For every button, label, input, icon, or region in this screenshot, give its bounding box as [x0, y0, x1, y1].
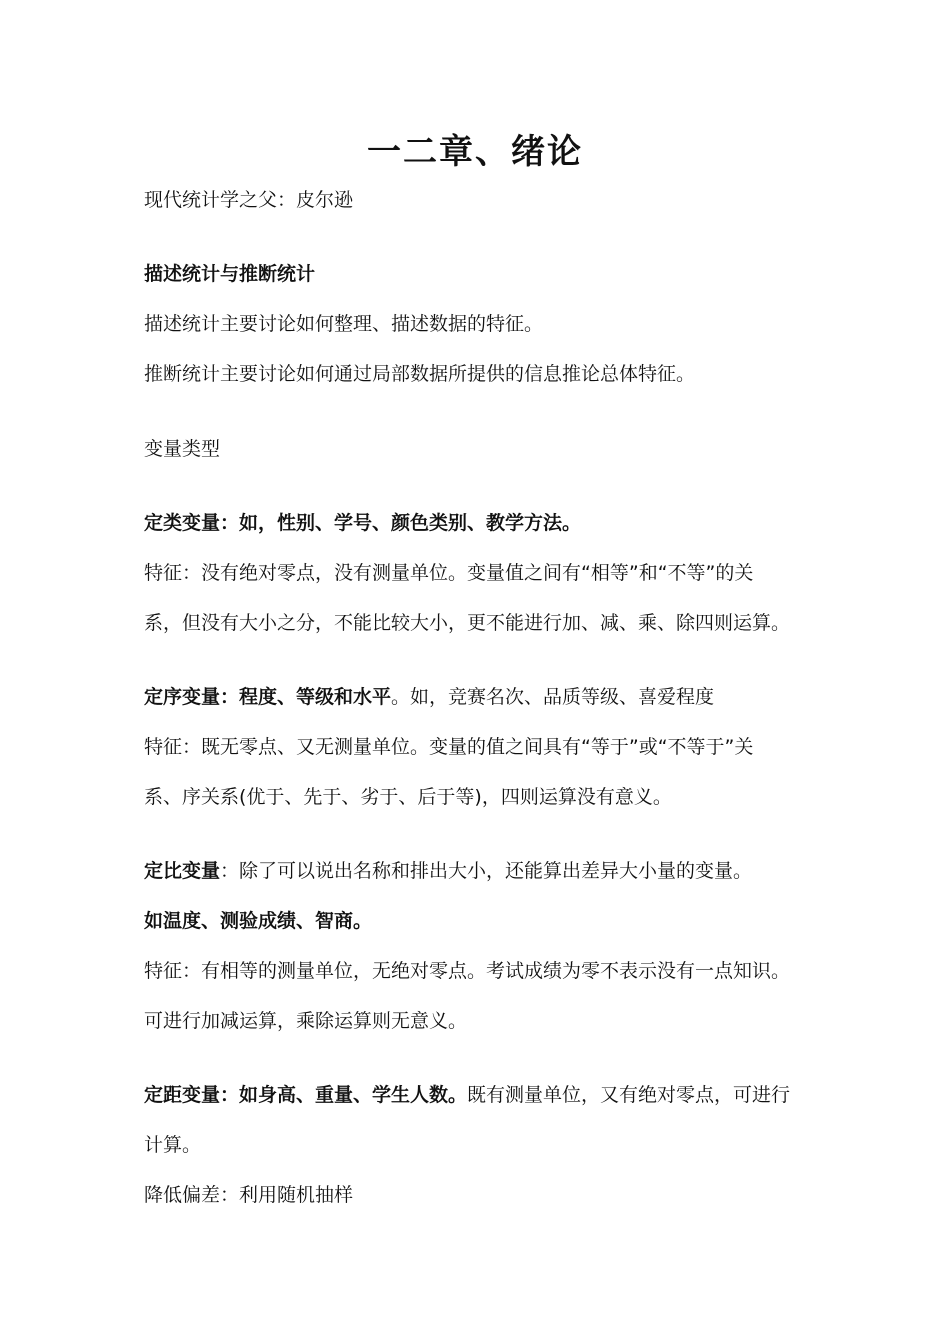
text-segment: 系、序关系(优于、先于、劣于、后于等)，四则运算没有意义。 — [144, 786, 672, 808]
bold-text: 定比变量 — [144, 860, 221, 882]
text-segment: 描述统计主要讨论如何整理、描述数据的特征。 — [144, 313, 544, 335]
text-segment: 特征：有相等的测量单位，无绝对零点。考试成绩为零不表示没有一点知识。 — [144, 960, 791, 982]
bold-text: 定类变量：如，性别、学号、颜色类别、教学方法。 — [144, 512, 582, 534]
bold-text: 如温度、测验成绩、智商。 — [144, 910, 373, 932]
paragraph-line — [144, 559, 824, 587]
paragraph-line — [144, 609, 824, 637]
paragraph-line — [144, 1181, 824, 1209]
paragraph-line — [144, 310, 824, 338]
paragraph-line — [144, 957, 824, 985]
text-segment: 。如，竞赛名次、品质等级、喜爱程度 — [391, 686, 715, 708]
paragraph-line — [144, 683, 824, 711]
bold-text: 描述统计与推断统计 — [144, 263, 316, 285]
text-segment: 可进行加减运算，乘除运算则无意义。 — [144, 1010, 468, 1032]
text-segment: 现代统计学之父：皮尔逊 — [144, 189, 354, 211]
bold-text: 定序变量：程度、等级和水平 — [144, 686, 392, 708]
paragraph-line — [144, 509, 824, 537]
paragraph-line — [144, 186, 824, 214]
text-segment: 降低偏差：利用随机抽样 — [144, 1184, 354, 1206]
text-segment: 特征：没有绝对零点，没有测量单位。变量值之间有“相等”和“不等”的关 — [144, 562, 754, 584]
text-segment: 变量类型 — [144, 438, 221, 460]
paragraph-line — [144, 783, 824, 811]
text-segment: 系，但没有大小之分，不能比较大小，更不能进行加、减、乘、除四则运算。 — [144, 612, 791, 634]
paragraph-line — [144, 1007, 824, 1035]
paragraph-line — [144, 857, 824, 885]
text-segment: 既有测量单位，又有绝对零点，可进行 — [467, 1084, 791, 1106]
paragraph-line — [144, 907, 824, 935]
paragraph-line — [144, 260, 824, 288]
text-segment: 计算。 — [144, 1134, 202, 1156]
text-segment: 特征：既无零点、又无测量单位。变量的值之间具有“等于”或“不等于”关 — [144, 736, 754, 758]
paragraph-line — [144, 435, 824, 463]
text-segment: ：除了可以说出名称和排出大小，还能算出差异大小量的变量。 — [220, 860, 753, 882]
bold-text: 定距变量：如身高、重量、学生人数。 — [144, 1084, 468, 1106]
page-title: 一二章、绪论 — [367, 132, 583, 172]
paragraph-line — [144, 733, 824, 761]
paragraph-line — [144, 360, 824, 388]
text-segment: 推断统计主要讨论如何通过局部数据所提供的信息推论总体特征。 — [144, 363, 696, 385]
paragraph-line — [144, 1081, 824, 1109]
paragraph-line — [144, 1131, 824, 1159]
